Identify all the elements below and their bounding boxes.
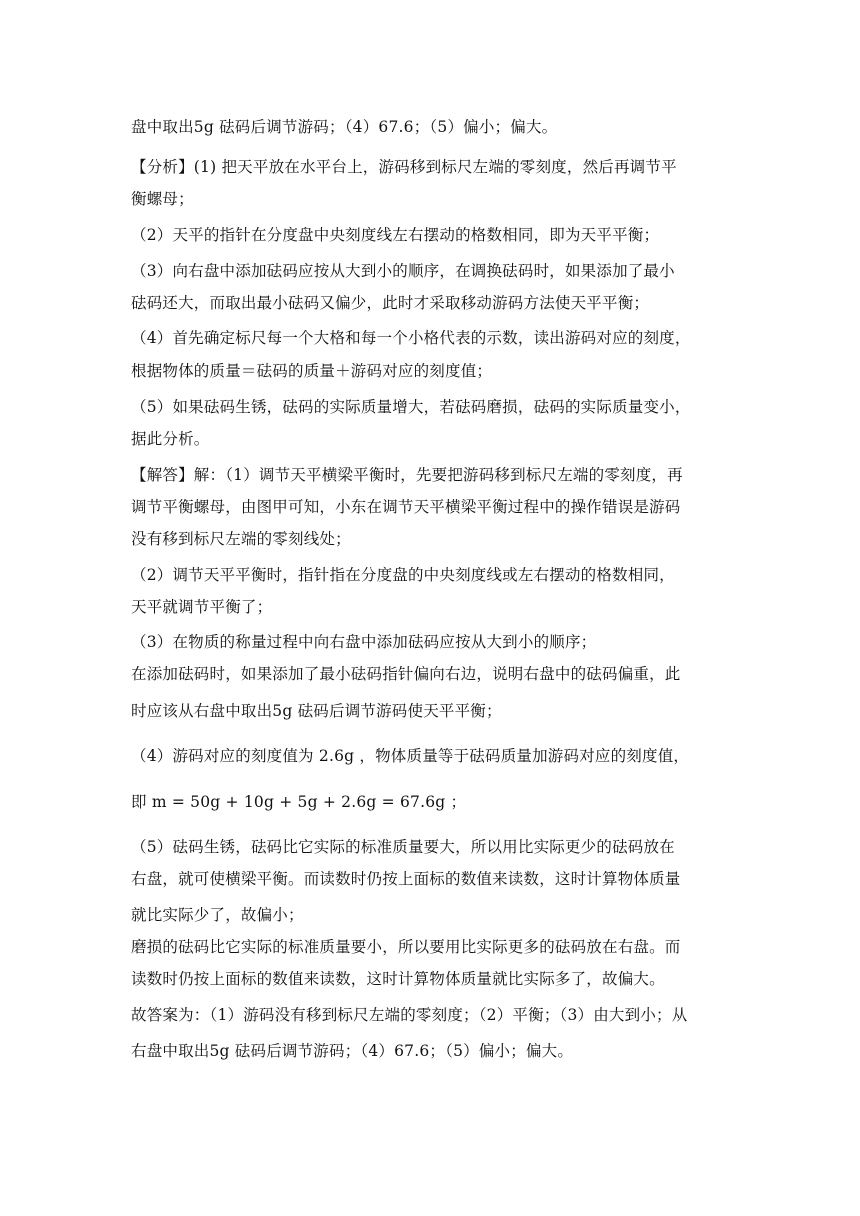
- text-line-15: 天平就调节平衡了；: [131, 598, 273, 616]
- text-line-23: 就比实际少了，故偏小；: [131, 906, 304, 924]
- text-line-solution-heading: 【解答】解：（1）调节天平横梁平衡时，先要把游码移到标尺左端的零刻度，再: [131, 466, 683, 484]
- text-line-5: （3）向右盘中添加砝码应按从大到小的顺序，在调换砝码时，如果添加了最小: [131, 262, 675, 280]
- text-line-18: 时应该从右盘中取出5g 砝码后调节游码使天平平衡；: [131, 702, 502, 720]
- text-line-7: （4）首先确定标尺每一个大格和每一个小格代表的示数，读出游码对应的刻度，: [131, 329, 691, 347]
- text-line-12: 调节平衡螺母，由图甲可知，小东在调节天平横梁平衡过程中的操作错误是游码: [131, 498, 681, 516]
- answer-line-1: 故答案为：（1）游码没有移到标尺左端的零刻度；（2）平衡；（3）由大到小；从: [131, 1006, 688, 1024]
- text-line-19: （4）游码对应的刻度值为 2.6g ，物体质量等于砝码质量加游码对应的刻度值，: [131, 747, 690, 765]
- text-line-17: 在添加砝码时，如果添加了最小砝码指针偏向右边，说明右盘中的砝码偏重，此: [131, 665, 681, 683]
- text-line-13: 没有移到标尺左端的零刻线处；: [131, 530, 351, 548]
- text-line-14: （2）调节天平平衡时，指针指在分度盘的中央刻度线或左右摆动的格数相同，: [131, 566, 675, 584]
- text-line-21: （5）砝码生锈，砝码比它实际的标准质量要大，所以用比实际更少的砝码放在: [131, 838, 675, 856]
- text-line-10: 据此分析。: [131, 430, 210, 448]
- text-line-analysis-heading: 【分析】(1) 把天平放在水平台上，游码移到标尺左端的零刻度，然后再调节平: [131, 158, 677, 176]
- text-line-4: （2）天平的指针在分度盘中央刻度线左右摆动的格数相同，即为天平平衡；: [131, 226, 660, 244]
- text-line-8: 根据物体的质量＝砝码的质量＋游码对应的刻度值；: [131, 362, 493, 380]
- equation-line: 即 m = 50g + 10g + 5g + 2.6g = 67.6g ；: [131, 793, 467, 811]
- text-line-9: （5）如果砝码生锈，砝码的实际质量增大，若砝码磨损，砝码的实际质量变小，: [131, 398, 691, 416]
- text-line-25: 读数时仍按上面标的数值来读数，这时计算物体质量就比实际多了，故偏大。: [131, 970, 665, 988]
- answer-line-2: 右盘中取出5g 砝码后调节游码；（4）67.6；（5）偏小；偏大。: [131, 1042, 574, 1060]
- text-line-6: 砝码还大，而取出最小砝码又偏少，此时才采取移动游码方法使天平平衡；: [131, 294, 650, 312]
- text-line-3: 衡螺母；: [131, 190, 194, 208]
- text-line-1: 盘中取出5g 砝码后调节游码；（4）67.6；（5）偏小；偏大。: [131, 118, 558, 136]
- text-line-16: （3）在物质的称量过程中向右盘中添加砝码应按从大到小的顺序；: [131, 633, 597, 651]
- text-line-22: 右盘，就可使横梁平衡。而读数时仍按上面标的数值来读数，这时计算物体质量: [131, 870, 681, 888]
- text-line-24: 磨损的砝码比它实际的标准质量要小，所以要用比实际更多的砝码放在右盘。而: [131, 938, 681, 956]
